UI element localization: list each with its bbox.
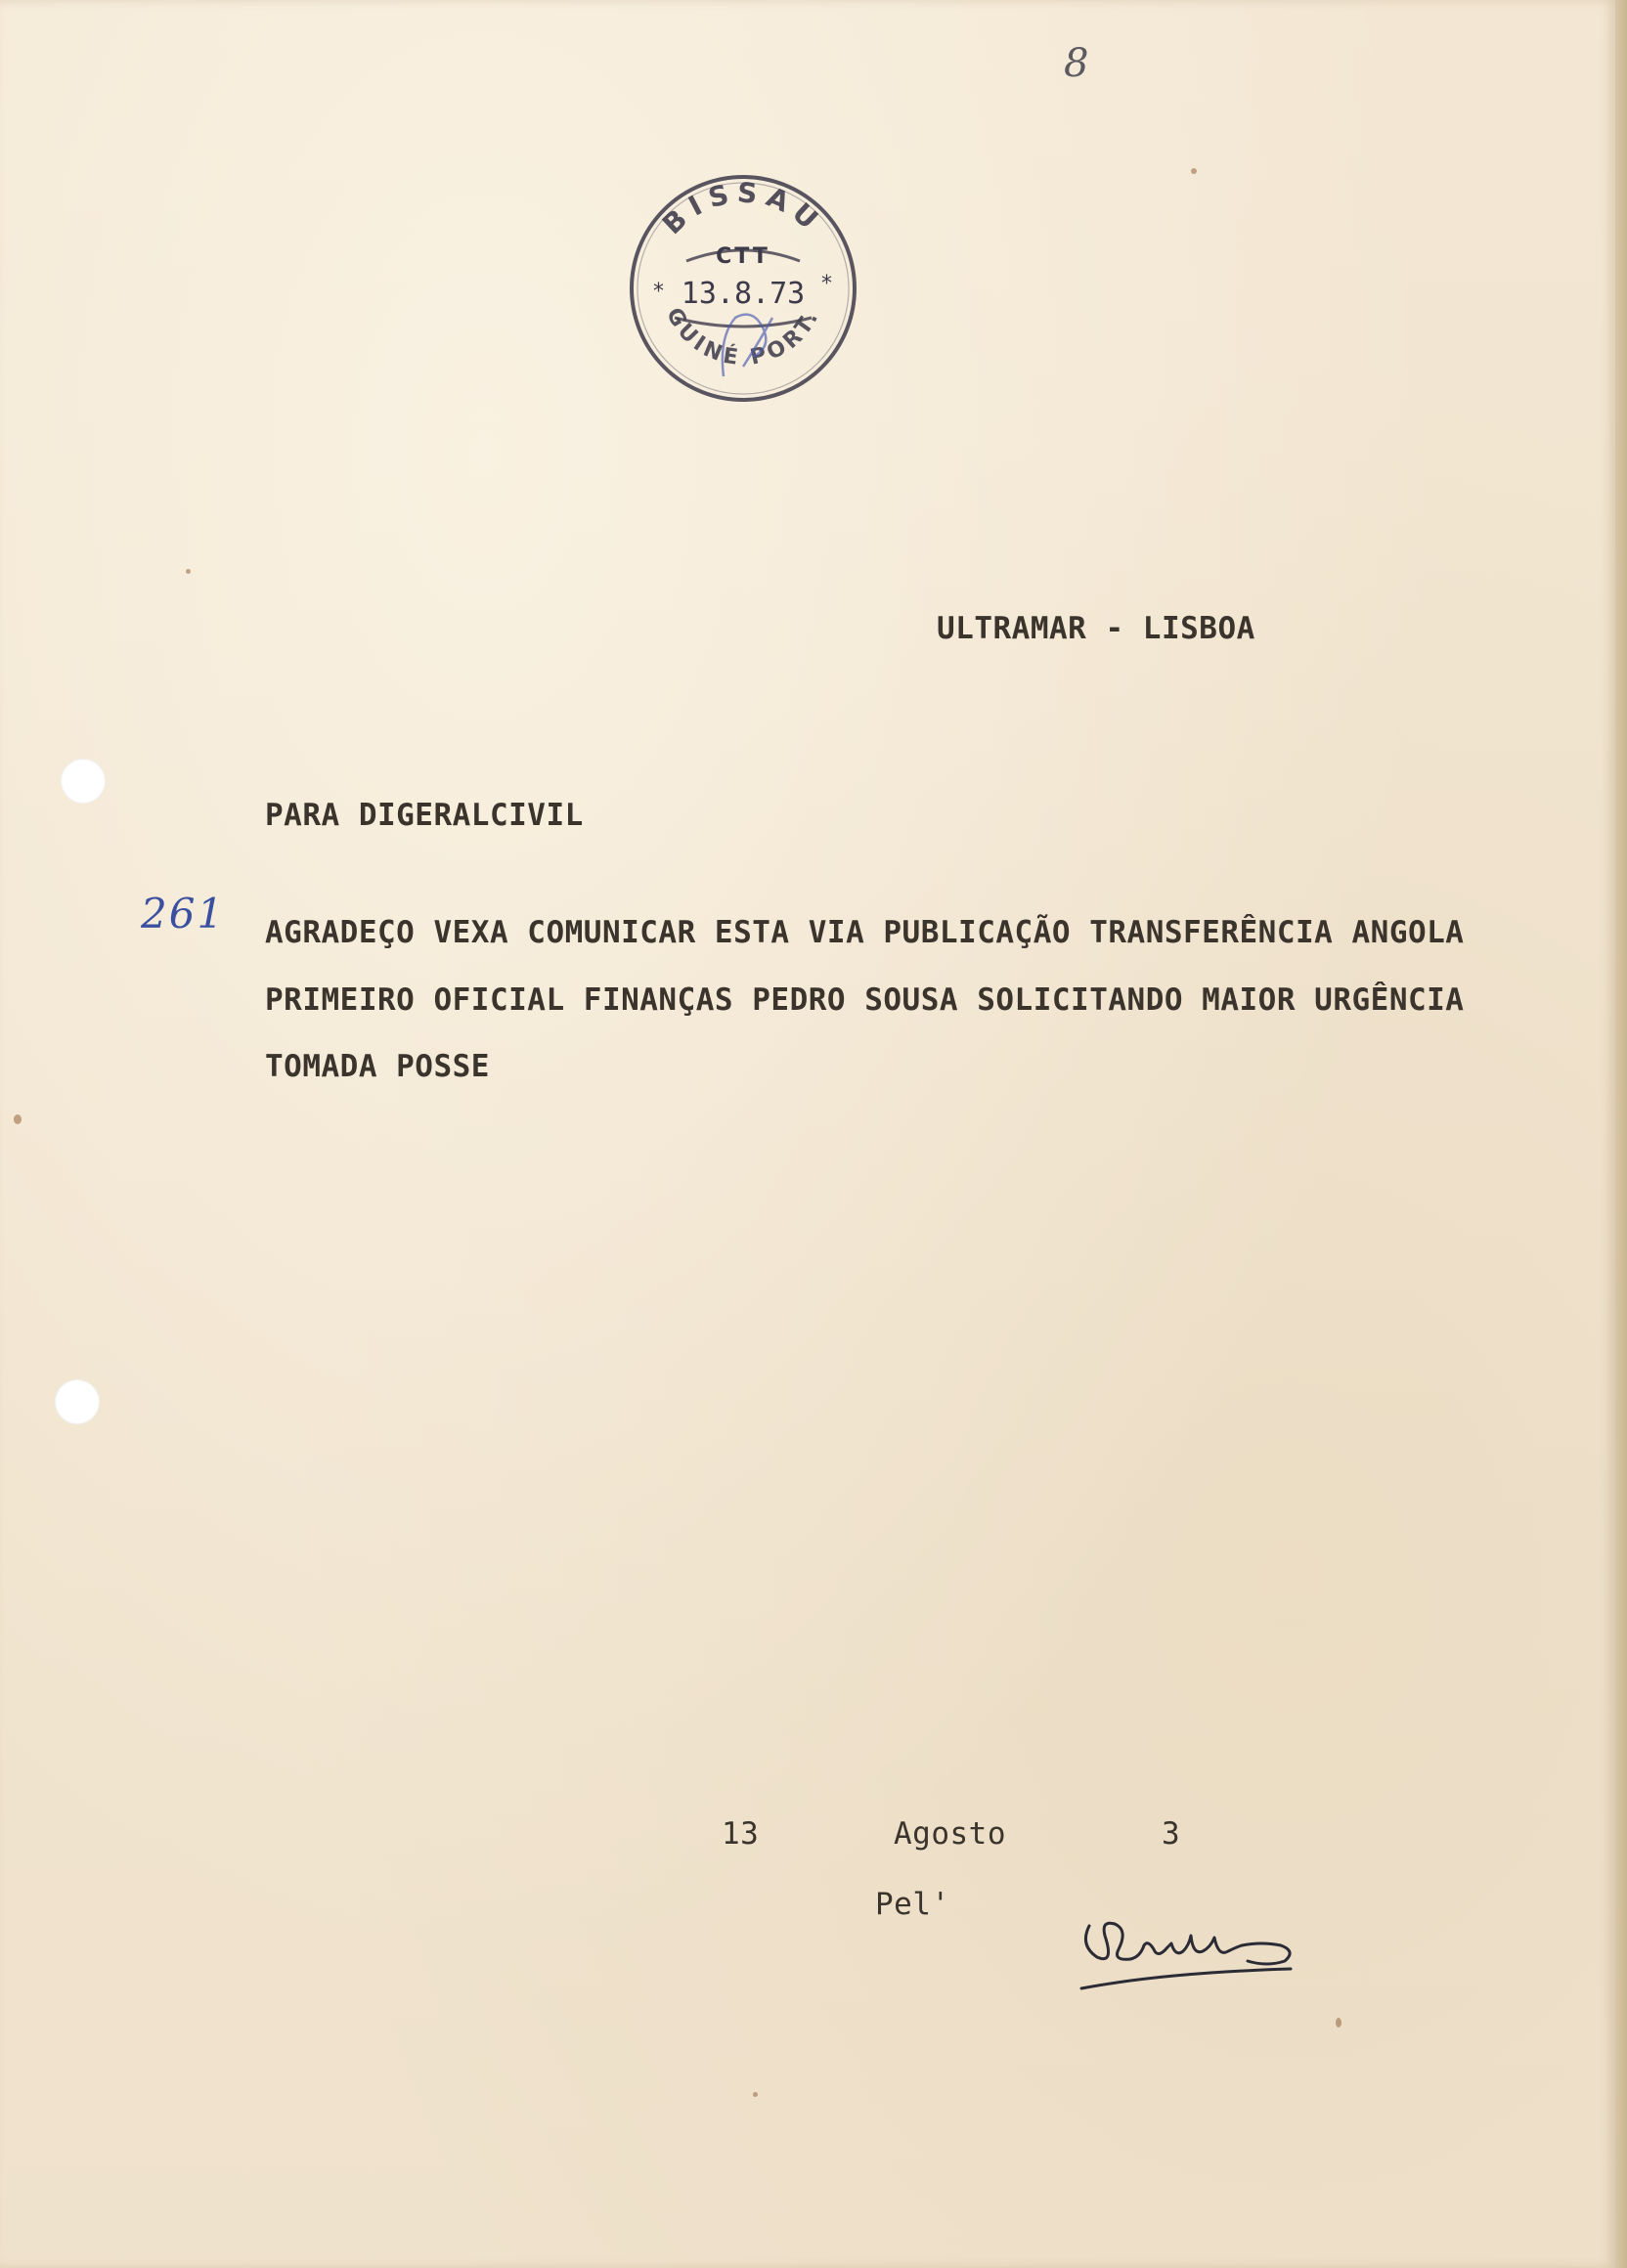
message-line-1: AGRADEÇO VEXA COMUNICAR ESTA VIA PUBLICAÇÃO TRANSFERÊNCIA ANGOLA <box>265 915 1465 950</box>
handwritten-reference-number: 261 <box>141 890 226 938</box>
date-day: 13 <box>722 1816 760 1852</box>
stamp-top-text: BISSAU <box>656 176 830 241</box>
paper-speck <box>14 1114 22 1124</box>
handwritten-signature <box>1076 1906 1300 2014</box>
postmark-stamp <box>626 171 860 406</box>
handwritten-page-number: 8 <box>1064 41 1089 86</box>
stamp-bottom-text: GUINÉ PORT. <box>661 303 825 371</box>
destination-header: ULTRAMAR - LISBOA <box>937 611 1255 646</box>
message-line-2: PRIMEIRO OFICIAL FINANÇAS PEDRO SOUSA SOLICITANDO MAIOR URGÊNCIA <box>265 982 1465 1018</box>
stamp-office: CTT <box>716 244 770 269</box>
stamp-star-left-icon: * <box>653 280 664 304</box>
stamp-star-right-icon: * <box>821 272 832 296</box>
paper-speck <box>1336 2018 1341 2028</box>
paper-speck <box>1191 168 1197 174</box>
date-month: Agosto <box>894 1816 1006 1852</box>
stamp-date: 13.8.73 <box>681 277 806 311</box>
message-line-3: TOMADA POSSE <box>265 1049 490 1084</box>
svg-text:BISSAU <box>656 176 830 240</box>
date-year: 3 <box>1162 1816 1181 1852</box>
punch-hole-bottom <box>55 1379 100 1424</box>
punch-hole-top <box>61 759 106 804</box>
paper-speck <box>186 569 191 574</box>
pel-label: Pel' <box>875 1887 950 1922</box>
paper-speck <box>753 2092 758 2097</box>
paper-edge <box>1615 0 1627 2268</box>
recipient-line: PARA DIGERALCIVIL <box>265 798 584 833</box>
